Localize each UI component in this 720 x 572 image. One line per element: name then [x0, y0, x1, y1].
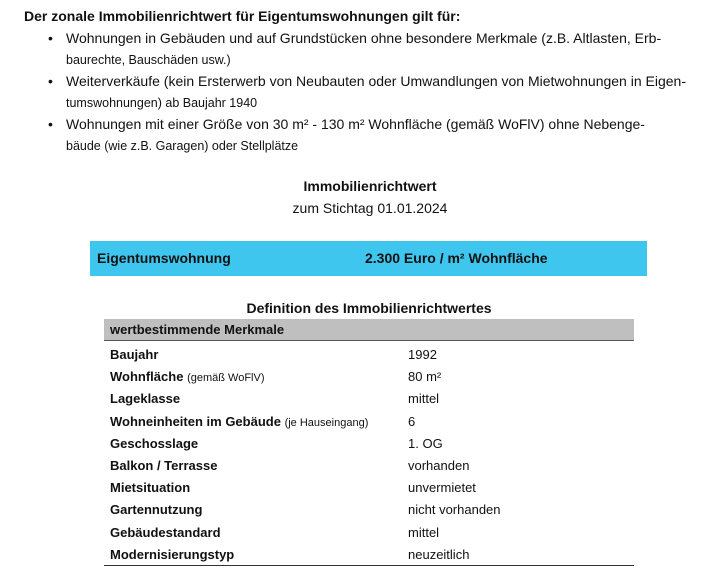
definition-title: Definition des Immobilienrichtwertes [246, 300, 492, 316]
price-bar [90, 241, 647, 276]
conditions-list [44, 28, 694, 157]
property-key: Baujahr [110, 347, 159, 362]
property-value: nicht vorhanden [408, 502, 501, 518]
properties-table [104, 343, 634, 565]
property-value: 1. OG [408, 435, 443, 451]
condition-line: Wohnungen in Gebäuden und auf Grundstücken ohne besondere Merkmale (z.B. Altlasten, Erb- [66, 30, 662, 46]
property-key: Gebäudestandard [110, 524, 221, 540]
property-key: Wohneinheiten im Gebäude (je Hauseingang) [110, 413, 369, 429]
property-note: (je Hauseingang) [284, 416, 369, 429]
property-key: Geschosslage [110, 435, 199, 451]
property-key: Modernisierungstyp [110, 546, 235, 562]
condition-line: tumswohnungen) ab Baujahr 1940 [66, 96, 258, 110]
condition-line: Wohnungen mit einer Größe von 30 m² - 130 m² Wohnfläche (gemäß WoFlV) ohne Nebenge- [66, 116, 645, 132]
table-row [104, 432, 634, 454]
table-row [104, 476, 634, 498]
property-key: Wohnfläche (gemäß WoFlV) [110, 369, 265, 385]
condition-item [44, 114, 694, 156]
condition-line: baurechte, Bauschäden usw.) [66, 53, 231, 67]
property-note: (gemäß WoFlV) [187, 372, 265, 385]
intro-heading: Der zonale Immobilienrichtwert für Eigentumswohnungen gilt für: [24, 8, 461, 24]
property-value: mittel [408, 391, 440, 407]
condition-item [44, 28, 694, 70]
condition-line: bäude (wie z.B. Garagen) oder Stellplätze [66, 139, 299, 153]
property-key: Mietsituation [110, 480, 191, 496]
richtwert-title: Immobilienrichtwert [303, 178, 437, 194]
condition-line: Weiterverkäufe (kein Ersterwerb von Neubauten oder Umwandlungen von Mietwohnungen in Eigen- [66, 73, 686, 89]
property-value: unvermietet [408, 480, 476, 496]
property-value: 80 m² [408, 369, 442, 385]
price-category: Eigentumswohnung [97, 250, 231, 266]
definition-header [104, 319, 634, 340]
table-row [104, 521, 634, 543]
price-value: 2.300 Euro / m² Wohnfläche [365, 250, 548, 266]
property-value: mittel [408, 524, 440, 540]
divider [104, 340, 634, 341]
table-row [104, 454, 634, 476]
definition-header-label: wertbestimmende Merkmale [110, 322, 285, 337]
richtwert-subtitle: zum Stichtag 01.01.2024 [292, 200, 448, 216]
table-row [104, 387, 634, 409]
property-value: neuzeitlich [408, 546, 470, 562]
property-value: 1992 [408, 347, 437, 362]
table-row [104, 410, 634, 432]
property-key: Gartennutzung [110, 502, 203, 518]
condition-item [44, 71, 694, 113]
property-value: vorhanden [408, 457, 470, 473]
table-row [104, 543, 634, 565]
property-key: Balkon / Terrasse [110, 457, 218, 473]
table-row [104, 365, 634, 387]
table-row [104, 343, 634, 365]
table-row [104, 498, 634, 520]
property-value: 6 [408, 413, 416, 429]
property-key: Lageklasse [110, 391, 181, 407]
divider [104, 565, 634, 566]
